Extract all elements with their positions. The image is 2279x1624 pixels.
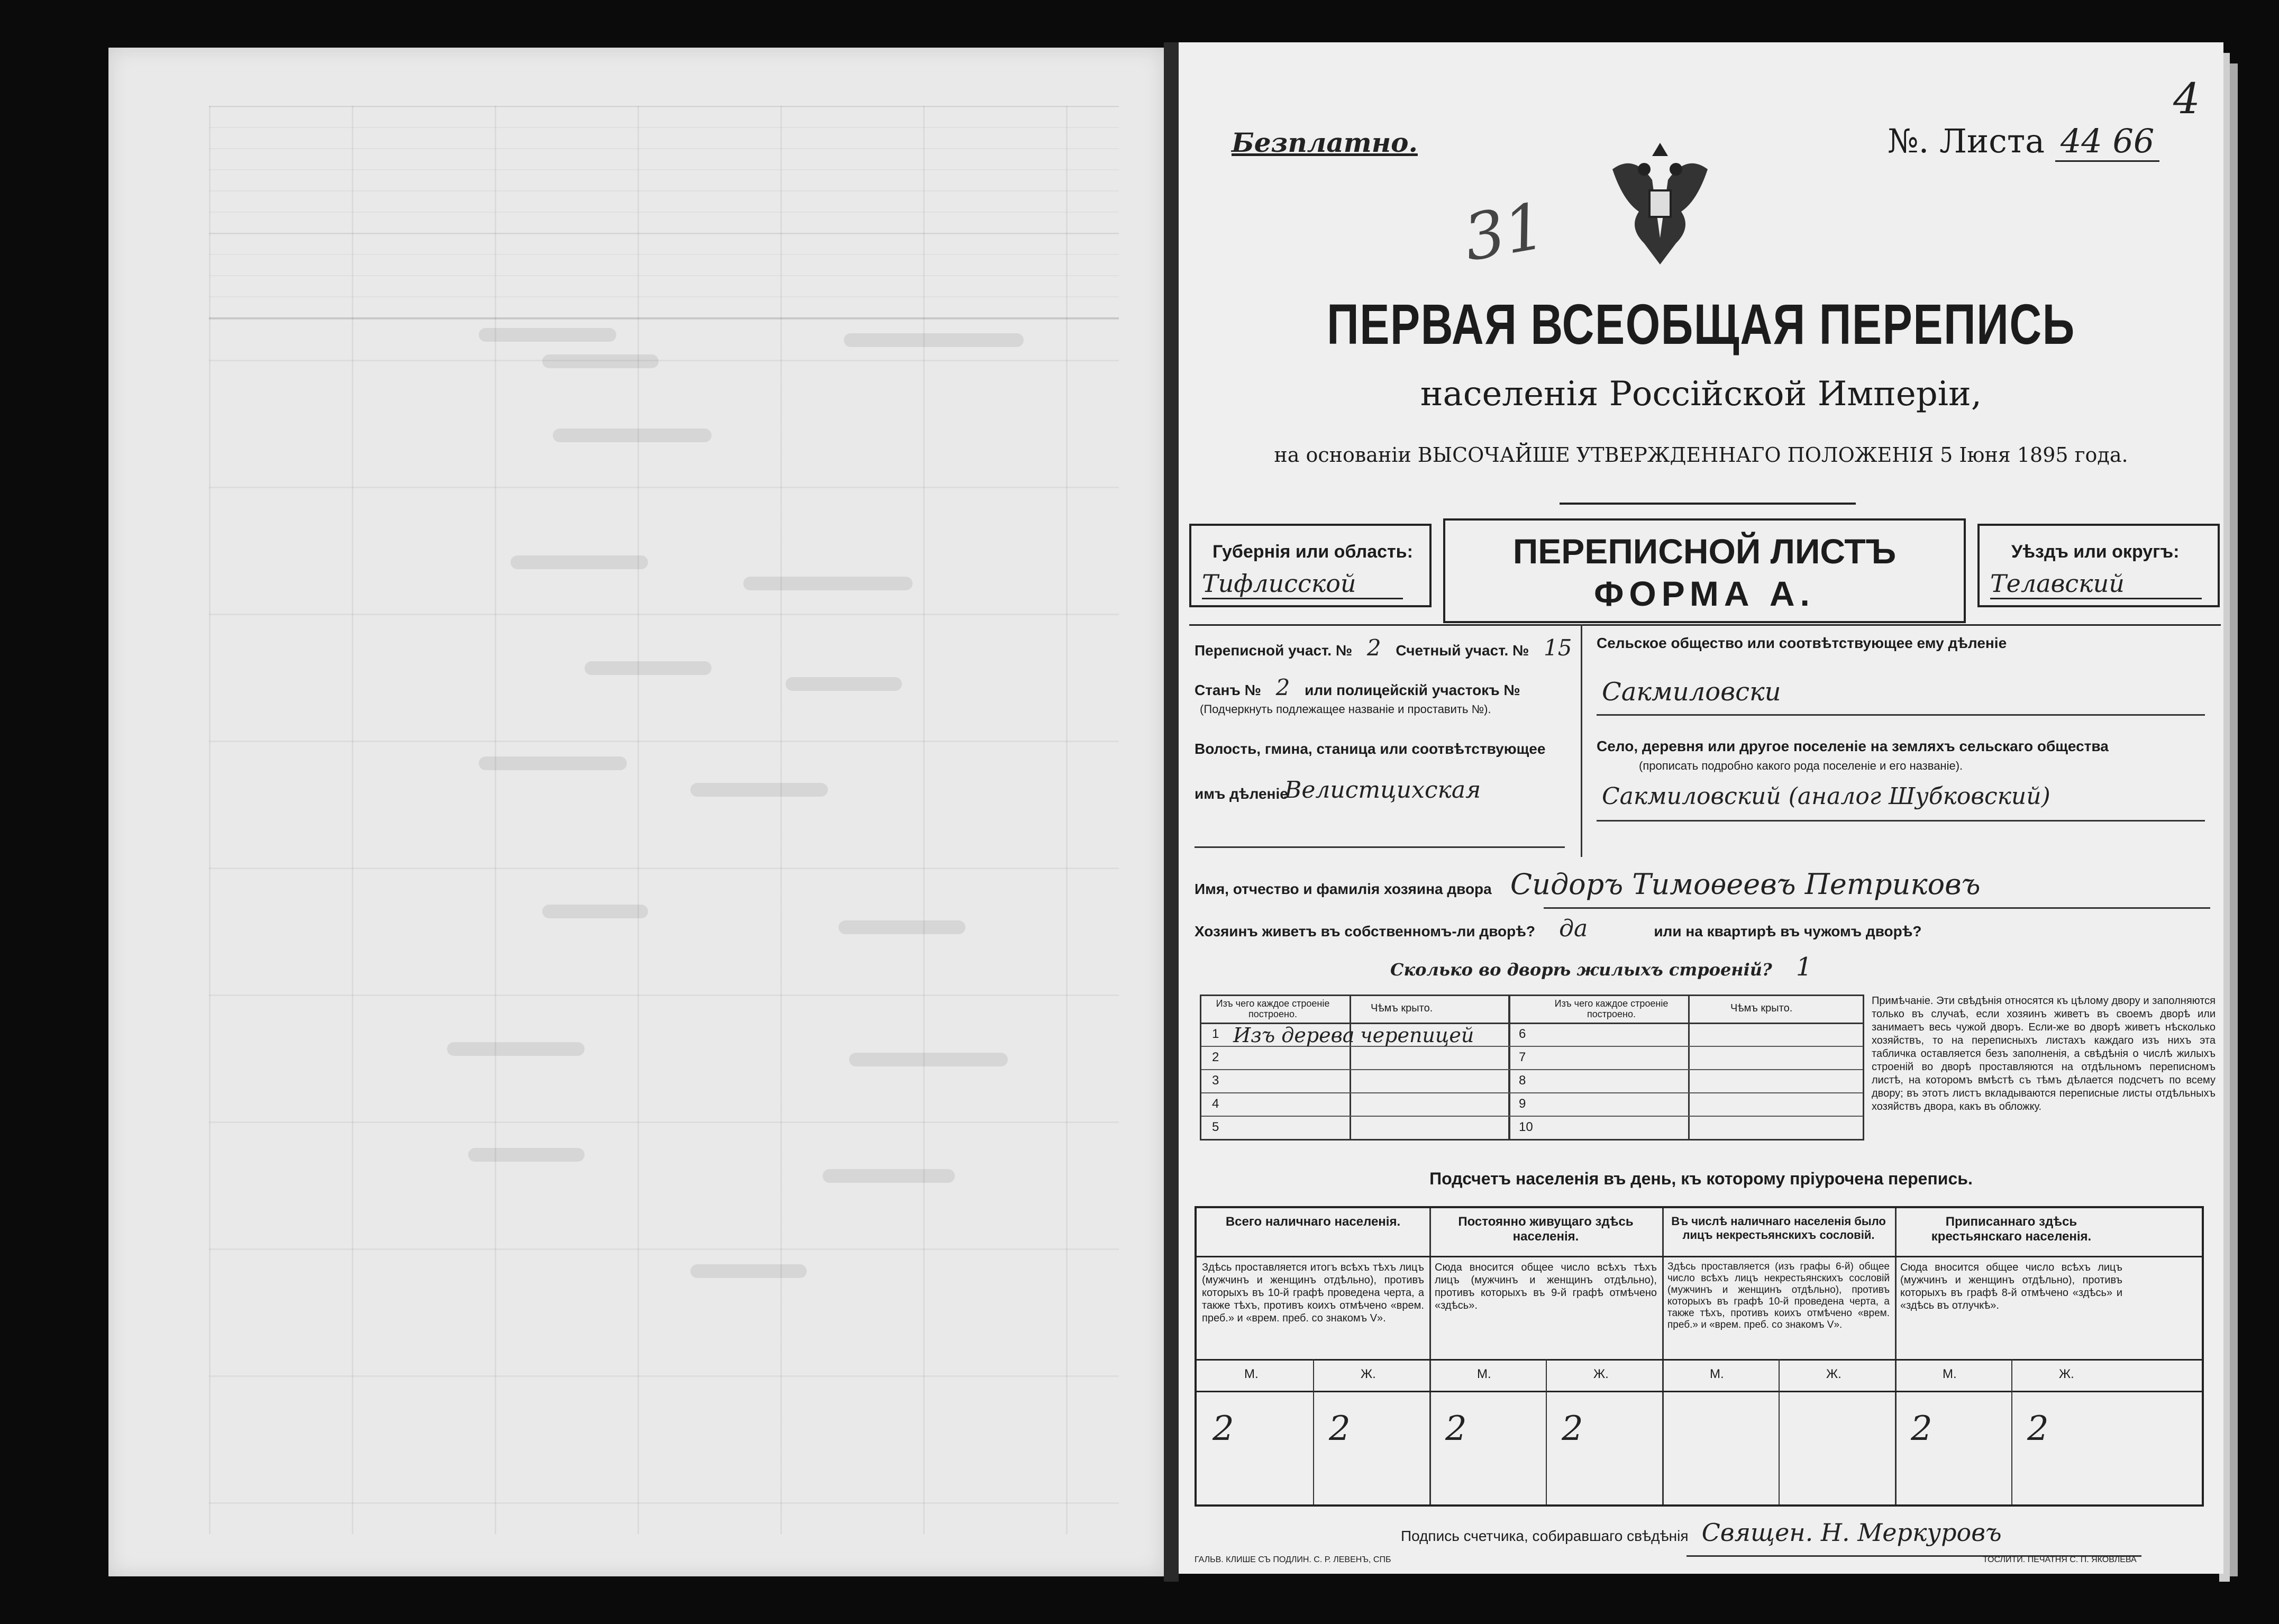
ghost-handwriting <box>690 1264 807 1278</box>
section-divider <box>1189 624 2221 626</box>
ghost-handwriting <box>542 354 659 368</box>
table-col-line <box>1350 996 1351 1139</box>
building-row-number: 7 <box>1519 1050 1526 1064</box>
count-title: Подсчетъ населенія въ день, къ которому пріурочена перепись. <box>1429 1169 1973 1188</box>
ghost-handwriting <box>479 328 616 342</box>
male-label: М. <box>1244 1367 1259 1381</box>
building-row-number: 5 <box>1212 1120 1219 1134</box>
ghost-handwriting <box>585 661 712 675</box>
ghost-handwriting <box>542 905 648 918</box>
ghost-handwriting <box>838 920 965 934</box>
building-row-number: 1 <box>1212 1027 1219 1041</box>
volost-value: Велистцихская <box>1284 777 1481 804</box>
archive-mark: 31 <box>1458 189 1551 276</box>
own-yard-label: Хозяинъ живетъ въ собственномъ-ли дворѣ? <box>1195 923 1536 939</box>
building-material-value: Изъ дерева <box>1233 1024 1355 1047</box>
building-row-number: 8 <box>1519 1073 1526 1088</box>
census-decree-line: на основаніи ВЫСОЧАЙШЕ УТВЕРЖДЕННАГО ПОЛОЖЕНІЯ 5 Іюня 1895 года. <box>1274 443 2128 467</box>
building-row-number: 3 <box>1212 1073 1219 1088</box>
form-title: ПЕРЕПИСНОЙ ЛИСТЪ <box>1512 532 1897 571</box>
count-col-desc: Сюда вносится общее число всѣхъ лицъ (мужчинъ и женщинъ отдѣльно), противъ которыхъ въ графѣ 8-й отмѣчено «здѣсь» и «здѣсь въ отлучкѣ». <box>1900 1262 2122 1311</box>
gubernia-value: Тифлисской <box>1202 569 1403 599</box>
uchastok-row <box>1195 635 1582 661</box>
village-underline <box>1597 820 2205 822</box>
ghost-handwriting <box>823 1169 955 1183</box>
village-value: Сакмиловский (аналог Шубковский) <box>1602 783 2050 810</box>
police-label: или полицейскій участокъ № <box>1305 682 1520 698</box>
buildings-count-row <box>1390 952 1812 982</box>
count-female-value: 2 <box>1562 1409 1583 1448</box>
schetny-value: 15 <box>1544 635 1572 661</box>
building-row-number: 6 <box>1519 1027 1526 1041</box>
count-female-value: 2 <box>1329 1409 1351 1448</box>
society-label: Сельское общество или соотвѣтствующее ему дѣленіе <box>1597 635 2007 651</box>
note-text: Примѣчаніе. Эти свѣдѣнія относятся къ цѣлому двору и заполняются только въ случаѣ, если хозяинъ живетъ въ своемъ дворѣ или занимаетъ весь чужой дворъ. Если-же во дворѣ живетъ нѣсколько хозяйствъ, то на переписныхъ листахъ каждаго изъ нихъ эта табличка оставляется безъ заполненія, а свѣдѣнія о числѣ жилыхъ строеній во дворѣ проставляются на отдѣльномъ переписномъ листѣ, на которомъ вмѣстѣ съ тѣмъ дѣлается подсчетъ по всему двору; въ этотъ листъ вкладываются переписные листы отдѣльныхъ хозяйствъ двора, какъ въ обложку. <box>1872 995 2216 1112</box>
ghost-handwriting <box>844 333 1024 347</box>
printer-imprint-left: ГАЛЬВ. КЛИШЕ СЪ ПОДЛИН. С. Р. ЛЕВЕНЪ, СПБ <box>1195 1555 1391 1564</box>
col-material-header: Изъ чего каждое строеніе построено. <box>1216 998 1330 1019</box>
count-col-head: Въ числѣ наличнаго населенія было лицъ некрестьянскихъ сословій. <box>1671 1215 1886 1242</box>
ghost-handwriting <box>479 756 627 770</box>
owner-name-label: Имя, отчество и фамилія хозяина двора <box>1195 881 1492 897</box>
signature-row <box>1401 1518 2002 1547</box>
building-row-number: 10 <box>1519 1120 1533 1134</box>
buildings-count-label: Сколько во дворѣ жилыхъ строеній? <box>1390 960 1772 980</box>
uezd-box <box>1977 524 2220 607</box>
ghost-table-grid <box>209 106 1119 1534</box>
col-roof-header-2: Чѣмъ крыто. <box>1730 1002 1793 1014</box>
stan-value: 2 <box>1275 674 1290 700</box>
rent-label: или на квартирѣ въ чужомъ дворѣ? <box>1654 923 1922 939</box>
underline-note: (Подчеркнуть подлежащее названіе и проставить №). <box>1200 702 1491 716</box>
count-col-desc: Здѣсь проставляется (изъ графы 6-й) общее число всѣхъ лицъ некрестьянскихъ сословій (мужчинъ и женщинъ отдѣльно), противъ которыхъ въ графѣ 10-й проведена черта, а также тѣхъ, противъ коихъ отмѣчено «врем. преб.» и «врем. преб. со знакомъ V». <box>1667 1261 1890 1330</box>
count-female-value: 2 <box>2027 1409 2049 1448</box>
table-col-line <box>1688 996 1690 1139</box>
imperial-eagle-emblem <box>1602 132 1718 270</box>
volost-underline <box>1195 846 1565 848</box>
stan-row <box>1195 674 1520 700</box>
col-roof-header: Чѣмъ крыто. <box>1371 1002 1433 1014</box>
book-gutter <box>1164 42 1179 1582</box>
population-count-table <box>1195 1206 2204 1507</box>
ghost-handwriting <box>743 577 913 590</box>
female-label: Ж. <box>2059 1367 2074 1381</box>
village-label: Село, деревня или другое поселеніе на земляхъ сельскаго общества <box>1597 738 2109 754</box>
signature-value: Священ. Н. Меркуровъ <box>1701 1518 2002 1547</box>
ghost-handwriting <box>553 428 712 442</box>
printer-imprint-right: ТОСЛИТИ. ПЕЧАТНЯ С. П. ЯКОВЛЕВА <box>1983 1555 2137 1564</box>
buildings-table <box>1200 995 1864 1141</box>
count-male-value: 2 <box>1213 1409 1234 1448</box>
sheet-number-label: №. Листа <box>1888 122 2045 160</box>
left-page <box>108 48 1164 1576</box>
ornament-rule <box>1560 503 1856 505</box>
ghost-handwriting <box>511 555 648 569</box>
society-underline <box>1597 714 2205 716</box>
building-row-number: 9 <box>1519 1097 1526 1111</box>
signature-label: Подпись счетчика, собиравшаго свѣдѣнія <box>1401 1528 1689 1544</box>
table-divider <box>1508 996 1510 1139</box>
male-label: М. <box>1943 1367 1957 1381</box>
col-material-header-2: Изъ чего каждое строеніе построено. <box>1554 998 1669 1019</box>
male-label: М. <box>1477 1367 1491 1381</box>
form-letter: ФОРМА А. <box>1594 574 1815 613</box>
ghost-handwriting <box>849 1053 1008 1066</box>
count-col-head: Всего наличнаго населенія. <box>1225 1215 1401 1229</box>
count-col-desc: Сюда вносится общее число всѣхъ тѣхъ лицъ (мужчинъ и женщинъ отдѣльно), противъ которыхъ въ 9-й графѣ отмѣчено «здѣсь». <box>1435 1262 1657 1311</box>
count-col-desc: Здѣсь проставляется итогъ всѣхъ тѣхъ лицъ (мужчинъ и женщинъ отдѣльно), противъ которыхъ въ 10-й графѣ проведена черта, а также тѣхъ, противъ коихъ отмѣчено «врем. преб.» и «врем. преб. со знакомъ V». <box>1202 1262 1424 1324</box>
female-label: Ж. <box>1361 1367 1376 1381</box>
form-title-box <box>1443 518 1966 623</box>
sheet-number-value: 44 66 <box>2055 122 2160 162</box>
uchastok-value: 2 <box>1366 635 1381 661</box>
count-male-value: 2 <box>1911 1409 1932 1448</box>
census-subtitle: населенія Россійской Имперіи, <box>1420 375 1982 414</box>
own-yard-value: да <box>1559 915 1588 942</box>
building-row-number: 4 <box>1212 1097 1219 1111</box>
uezd-value: Телавский <box>1990 569 2202 599</box>
owner-name-underline <box>1544 907 2210 909</box>
free-label: Безплатно. <box>1232 127 1418 158</box>
ghost-handwriting <box>690 783 828 797</box>
volost-label-2: имъ дѣленіе <box>1195 786 1288 802</box>
gubernia-label: Губернія или область: <box>1213 542 1413 562</box>
male-label: М. <box>1710 1367 1724 1381</box>
census-form-page <box>1179 42 2223 1574</box>
page-edge <box>2230 63 2238 1576</box>
owner-name-value: Сидоръ Тимоѳеевъ Петриковъ <box>1510 868 1981 901</box>
stan-label: Станъ № <box>1195 682 1261 698</box>
corner-number: 4 <box>2173 74 2200 123</box>
uezd-label: Уѣздъ или округъ: <box>2011 542 2180 562</box>
sheet-number <box>1888 122 2159 160</box>
count-col-head: Постоянно живущаго здѣсь населенія. <box>1458 1215 1634 1244</box>
count-male-value: 2 <box>1445 1409 1467 1448</box>
uchastok-label: Переписной участ. № <box>1195 642 1353 659</box>
owner-residence-row <box>1189 915 2221 942</box>
count-col-head: Приписаннаго здѣсь крестьянскаго населенія. <box>1931 1215 2092 1244</box>
ghost-handwriting <box>447 1042 585 1056</box>
census-title: ПЕРВАЯ ВСЕОБЩАЯ ПЕРЕПИСЬ <box>1327 292 2075 356</box>
building-row-number: 2 <box>1212 1050 1219 1064</box>
ghost-handwriting <box>468 1148 585 1162</box>
gubernia-box <box>1189 524 1432 607</box>
buildings-count-value: 1 <box>1795 952 1812 982</box>
schetny-label: Счетный участ. № <box>1396 642 1529 659</box>
building-roof-value: черепицей <box>1360 1024 1474 1047</box>
ghost-handwriting <box>786 677 902 691</box>
volost-label: Волость, гмина, станица или соотвѣтствующее <box>1195 741 1546 757</box>
female-label: Ж. <box>1826 1367 1842 1381</box>
female-label: Ж. <box>1593 1367 1609 1381</box>
society-value: Сакмиловски <box>1602 677 1781 707</box>
village-note: (прописать подробно какого рода поселеніе и его названіе). <box>1639 759 1963 772</box>
owner-name-row <box>1189 868 2221 901</box>
